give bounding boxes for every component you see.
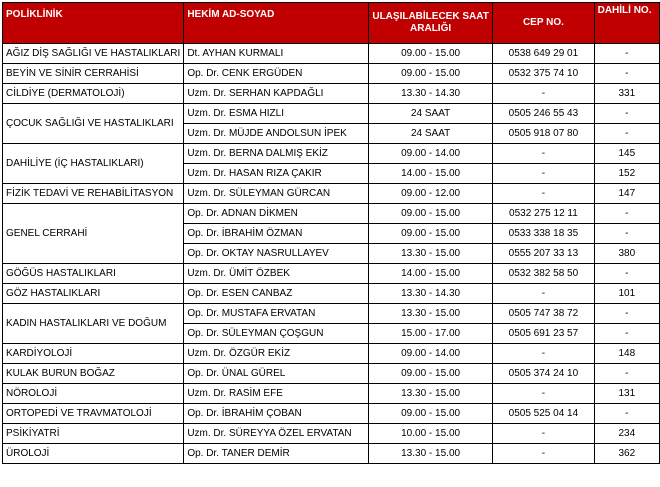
saat-cell: 09.00 - 15.00: [368, 64, 492, 84]
saat-cell: 09.00 - 15.00: [368, 364, 492, 384]
saat-cell: 14.00 - 15.00: [368, 264, 492, 284]
saat-cell: 13.30 - 15.00: [368, 304, 492, 324]
hekim-cell: Uzm. Dr. RASİM EFE: [184, 384, 369, 404]
table-row: [3, 144, 660, 164]
cep-cell: -: [493, 444, 594, 464]
table-row: [3, 384, 660, 404]
poliklinik-cell: AĞIZ DİŞ SAĞLIĞI VE HASTALIKLARI: [3, 44, 184, 64]
dahili-cell: 145: [594, 144, 659, 164]
dahili-cell: 147: [594, 184, 659, 204]
poliklinik-cell: GENEL CERRAHİ: [3, 204, 184, 264]
dahili-cell: -: [594, 124, 659, 144]
saat-cell: 24 SAAT: [368, 124, 492, 144]
dahili-cell: -: [594, 364, 659, 384]
table-row: [3, 304, 660, 324]
dahili-cell: -: [594, 264, 659, 284]
cep-cell: -: [493, 424, 594, 444]
cep-cell: 0538 649 29 01: [493, 44, 594, 64]
dahili-cell: -: [594, 44, 659, 64]
table-row: [3, 204, 660, 224]
hekim-cell: Uzm. Dr. BERNA DALMIŞ EKİZ: [184, 144, 369, 164]
hekim-cell: Op. Dr. MUSTAFA ERVATAN: [184, 304, 369, 324]
saat-cell: 09.00 - 14.00: [368, 144, 492, 164]
hekim-cell: Uzm. Dr. ÖZGÜR EKİZ: [184, 344, 369, 364]
cep-cell: -: [493, 164, 594, 184]
cep-cell: -: [493, 144, 594, 164]
cep-cell: -: [493, 384, 594, 404]
table-row: [3, 184, 660, 204]
table-row: [3, 64, 660, 84]
cep-cell: 0555 207 33 13: [493, 244, 594, 264]
dahili-cell: -: [594, 104, 659, 124]
saat-cell: 14.00 - 15.00: [368, 164, 492, 184]
saat-cell: 13.30 - 15.00: [368, 444, 492, 464]
saat-cell: 09.00 - 12.00: [368, 184, 492, 204]
saat-cell: 09.00 - 15.00: [368, 44, 492, 64]
saat-cell: 13.30 - 15.00: [368, 244, 492, 264]
poliklinik-cell: GÖĞÜS HASTALIKLARI: [3, 264, 184, 284]
dahili-cell: -: [594, 204, 659, 224]
dahili-cell: 152: [594, 164, 659, 184]
poliklinik-cell: KADIN HASTALIKLARI VE DOĞUM: [3, 304, 184, 344]
table-row: [3, 364, 660, 384]
dahili-cell: -: [594, 64, 659, 84]
table-row: [3, 104, 660, 124]
dahili-cell: -: [594, 404, 659, 424]
cep-cell: 0505 374 24 10: [493, 364, 594, 384]
poliklinik-cell: KULAK BURUN BOĞAZ: [3, 364, 184, 384]
cep-cell: 0505 246 55 43: [493, 104, 594, 124]
dahili-cell: 234: [594, 424, 659, 444]
hekim-cell: Op. Dr. İBRAHİM ÇOBAN: [184, 404, 369, 424]
saat-cell: 13.30 - 14.30: [368, 284, 492, 304]
poliklinik-cell: ÇOCUK SAĞLIĞI VE HASTALIKLARI: [3, 104, 184, 144]
cep-cell: -: [493, 344, 594, 364]
table-row: [3, 44, 660, 64]
saat-cell: 10.00 - 15.00: [368, 424, 492, 444]
header-hekim: HEKİM AD-SOYAD: [184, 3, 369, 44]
hekim-cell: Uzm. Dr. MÜJDE ANDOLSUN İPEK: [184, 124, 369, 144]
saat-cell: 09.00 - 15.00: [368, 204, 492, 224]
poliklinik-cell: BEYİN VE SİNİR CERRAHİSİ: [3, 64, 184, 84]
cep-cell: 0505 691 23 57: [493, 324, 594, 344]
cep-cell: 0505 747 38 72: [493, 304, 594, 324]
table-row: [3, 424, 660, 444]
saat-cell: 13.30 - 14.30: [368, 84, 492, 104]
cep-cell: 0532 382 58 50: [493, 264, 594, 284]
cep-cell: -: [493, 84, 594, 104]
header-dahili: DAHİLİ NO.: [594, 3, 659, 44]
saat-cell: 15.00 - 17.00: [368, 324, 492, 344]
hekim-cell: Op. Dr. ADNAN DİKMEN: [184, 204, 369, 224]
poliklinik-cell: NÖROLOJİ: [3, 384, 184, 404]
hekim-cell: Op. Dr. CENK ERGÜDEN: [184, 64, 369, 84]
table-row: [3, 284, 660, 304]
hekim-cell: Op. Dr. SÜLEYMAN ÇOŞGUN: [184, 324, 369, 344]
poliklinik-cell: ORTOPEDİ VE TRAVMATOLOJİ: [3, 404, 184, 424]
hekim-cell: Uzm. Dr. ESMA HIZLI: [184, 104, 369, 124]
hekim-cell: Uzm. Dr. SERHAN KAPDAĞLI: [184, 84, 369, 104]
cep-cell: -: [493, 284, 594, 304]
hekim-cell: Op. Dr. İBRAHİM ÖZMAN: [184, 224, 369, 244]
dahili-cell: -: [594, 224, 659, 244]
cep-cell: 0533 338 18 35: [493, 224, 594, 244]
hekim-cell: Uzm. Dr. SÜLEYMAN GÜRCAN: [184, 184, 369, 204]
table-row: [3, 264, 660, 284]
saat-cell: 13.30 - 15.00: [368, 384, 492, 404]
table-row: [3, 404, 660, 424]
hekim-cell: Dt. AYHAN KURMALI: [184, 44, 369, 64]
poliklinik-cell: CİLDİYE (DERMATOLOJİ): [3, 84, 184, 104]
saat-cell: 09.00 - 15.00: [368, 224, 492, 244]
dahili-cell: 362: [594, 444, 659, 464]
hekim-cell: Uzm. Dr. ÜMİT ÖZBEK: [184, 264, 369, 284]
dahili-cell: 148: [594, 344, 659, 364]
poliklinik-cell: KARDİYOLOJİ: [3, 344, 184, 364]
header-saat: ULAŞILABİLECEK SAAT ARALIĞI: [368, 3, 492, 44]
poliklinik-cell: FİZİK TEDAVİ VE REHABİLİTASYON: [3, 184, 184, 204]
hekim-cell: Op. Dr. ESEN CANBAZ: [184, 284, 369, 304]
dahili-cell: 380: [594, 244, 659, 264]
hekim-cell: Uzm. Dr. SÜREYYA ÖZEL ERVATAN: [184, 424, 369, 444]
dahili-cell: -: [594, 304, 659, 324]
dahili-cell: 331: [594, 84, 659, 104]
header-poliklinik: POLİKLİNİK: [3, 3, 184, 44]
table-row: [3, 444, 660, 464]
cep-cell: 0505 918 07 80: [493, 124, 594, 144]
poliklinik-cell: PSİKİYATRİ: [3, 424, 184, 444]
saat-cell: 09.00 - 15.00: [368, 404, 492, 424]
header-cep: CEP NO.: [493, 3, 594, 44]
hekim-cell: Op. Dr. OKTAY NASRULLAYEV: [184, 244, 369, 264]
cep-cell: 0505 525 04 14: [493, 404, 594, 424]
table-header-row: [3, 3, 660, 44]
dahili-cell: 101: [594, 284, 659, 304]
hekim-cell: Op. Dr. ÜNAL GÜREL: [184, 364, 369, 384]
dahili-cell: 131: [594, 384, 659, 404]
doctor-contact-table: [2, 2, 660, 464]
cep-cell: -: [493, 184, 594, 204]
poliklinik-cell: DAHİLİYE (İÇ HASTALIKLARI): [3, 144, 184, 184]
hekim-cell: Op. Dr. TANER DEMİR: [184, 444, 369, 464]
hekim-cell: Uzm. Dr. HASAN RIZA ÇAKIR: [184, 164, 369, 184]
table-row: [3, 84, 660, 104]
dahili-cell: -: [594, 324, 659, 344]
cep-cell: 0532 375 74 10: [493, 64, 594, 84]
poliklinik-cell: GÖZ HASTALIKLARI: [3, 284, 184, 304]
saat-cell: 09.00 - 14.00: [368, 344, 492, 364]
table-row: [3, 344, 660, 364]
saat-cell: 24 SAAT: [368, 104, 492, 124]
poliklinik-cell: ÜROLOJİ: [3, 444, 184, 464]
cep-cell: 0532 275 12 11: [493, 204, 594, 224]
